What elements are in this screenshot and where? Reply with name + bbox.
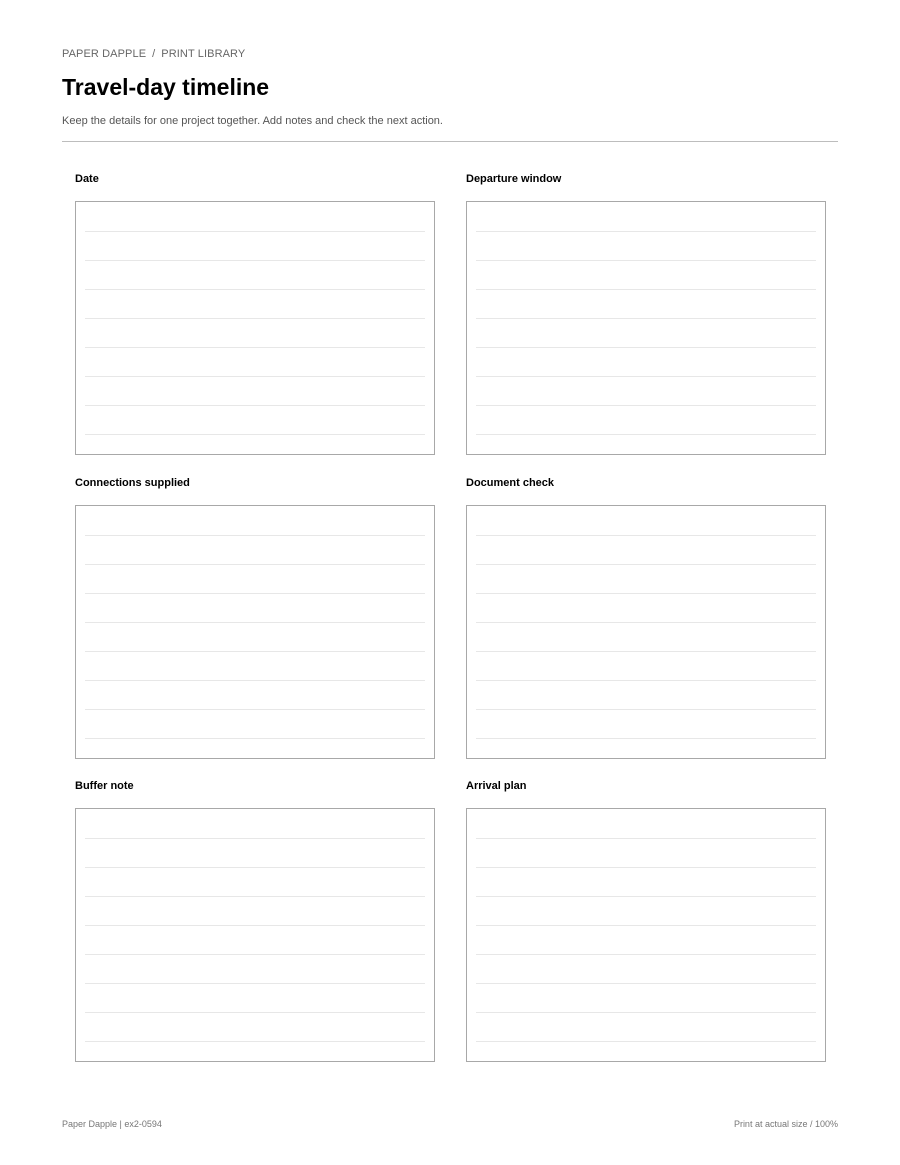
footer-id: Paper Dapple | ex2-0594 <box>62 1119 162 1129</box>
writing-line <box>476 867 816 868</box>
writing-line <box>476 954 816 955</box>
writing-line <box>476 622 816 623</box>
writing-line <box>85 405 425 406</box>
section-connections-supplied <box>75 476 435 490</box>
writing-line <box>85 318 425 319</box>
writing-line <box>85 535 425 536</box>
writing-line <box>85 709 425 710</box>
page-title: Travel-day timeline <box>62 74 270 100</box>
writing-line <box>476 680 816 681</box>
writing-line <box>85 925 425 926</box>
section-label: Connections supplied <box>75 477 190 489</box>
writing-line <box>476 983 816 984</box>
section-label: Date <box>75 173 99 185</box>
notes-box[interactable] <box>75 505 435 759</box>
writing-line <box>85 896 425 897</box>
section-date <box>75 172 435 186</box>
notes-box[interactable] <box>75 808 435 1062</box>
breadcrumb-section[interactable]: PRINT LIBRARY <box>161 48 246 60</box>
writing-line <box>476 564 816 565</box>
writing-line <box>85 1012 425 1013</box>
section-buffer-note <box>75 779 435 793</box>
writing-line <box>85 983 425 984</box>
breadcrumb <box>62 48 245 60</box>
writing-line <box>476 838 816 839</box>
writing-line <box>476 231 816 232</box>
writing-line <box>476 1012 816 1013</box>
writing-line <box>85 651 425 652</box>
writing-line <box>476 738 816 739</box>
writing-line <box>85 593 425 594</box>
writing-line <box>85 622 425 623</box>
section-departure-window <box>466 172 826 186</box>
writing-line <box>476 376 816 377</box>
writing-line <box>476 651 816 652</box>
notes-box[interactable] <box>466 505 826 759</box>
writing-line <box>85 738 425 739</box>
writing-line <box>85 347 425 348</box>
writing-line <box>85 680 425 681</box>
section-label: Arrival plan <box>466 780 527 792</box>
page-subtitle: Keep the details for one project together. Add notes and check the next action. <box>62 115 443 127</box>
section-document-check <box>466 476 826 490</box>
writing-line <box>476 896 816 897</box>
writing-line <box>85 260 425 261</box>
writing-line <box>85 289 425 290</box>
breadcrumb-separator: / <box>152 48 156 60</box>
writing-line <box>476 925 816 926</box>
notes-box[interactable] <box>75 201 435 455</box>
writing-line <box>85 954 425 955</box>
writing-line <box>476 289 816 290</box>
notes-box[interactable] <box>466 201 826 455</box>
writing-line <box>476 709 816 710</box>
writing-line <box>85 231 425 232</box>
footer-print-note: Print at actual size / 100% <box>733 1119 838 1129</box>
writing-line <box>476 535 816 536</box>
section-arrival-plan <box>466 779 826 793</box>
writing-line <box>85 1041 425 1042</box>
writing-line <box>85 867 425 868</box>
section-label: Document check <box>466 477 555 489</box>
notes-box[interactable] <box>466 808 826 1062</box>
writing-line <box>476 318 816 319</box>
header-divider <box>62 141 838 142</box>
section-label: Buffer note <box>75 780 134 792</box>
writing-line <box>85 838 425 839</box>
writing-line <box>476 1041 816 1042</box>
writing-line <box>476 347 816 348</box>
writing-line <box>476 434 816 435</box>
section-label: Departure window <box>466 173 562 185</box>
breadcrumb-brand[interactable]: PAPER DAPPLE <box>62 48 147 60</box>
writing-line <box>85 564 425 565</box>
writing-line <box>85 434 425 435</box>
writing-line <box>476 260 816 261</box>
writing-line <box>85 376 425 377</box>
writing-line <box>476 405 816 406</box>
writing-line <box>476 593 816 594</box>
